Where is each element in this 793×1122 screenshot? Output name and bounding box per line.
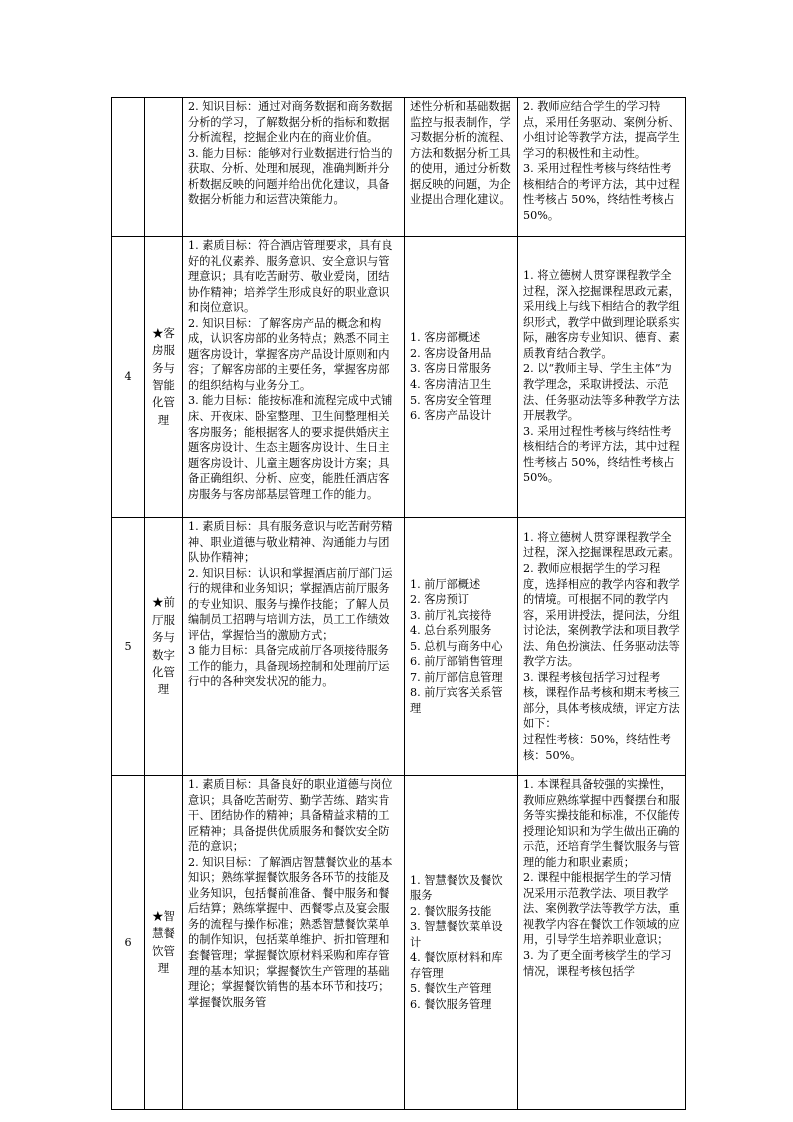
method-text: 1. 将立德树人贯穿课程教学全过程，深入挖掘课程思政元素。	[523, 530, 680, 560]
content-item: 6. 客房产品设计	[410, 409, 492, 423]
course-content	[405, 776, 518, 1110]
method-text: 3. 采用过程性考核与终结性考核相结合的考评方法，其中过程性考核占 50%，终结性考核占 50%。	[523, 162, 680, 222]
teaching-requirements	[518, 98, 686, 237]
course-goals	[183, 776, 405, 1110]
content-item: 3. 前厅礼宾接待	[410, 608, 492, 622]
goal-text: 1. 素质目标：具有服务意识与吃苦耐劳精神、职业道德与敬业精神、沟通能力与团队协作精神；	[188, 520, 393, 565]
goal-text: 3. 能力目标：能够对行业数据进行恰当的获取、分析、处理和展现，准确判断并分析数据反映的问题并给出优化建议，具备数据分析能力和运营决策能力。	[188, 146, 393, 207]
content-item: 3. 客房日常服务	[410, 362, 492, 376]
method-text: 1. 本课程具备较强的实操性，教师应熟练掌握中西餐摆台和服务等实操技能和标准，不仅能传授理论知识和为学生做出正确的示范，还培育学生餐饮服务与管理的能力和职业素质；	[523, 778, 680, 869]
table-row	[112, 98, 686, 237]
content-item: 2. 客房设备用品	[410, 346, 492, 360]
teaching-requirements	[518, 237, 686, 518]
course-goals	[183, 98, 405, 237]
course-goals	[183, 518, 405, 776]
row-number: 5	[112, 518, 145, 776]
content-item: 1. 客房部概述	[410, 331, 481, 345]
method-text: 2. 以“教师主导、学生主体”为教学理念，采取讲授法、示范法、任务驱动法等多种教学方法开展教学。	[523, 362, 680, 423]
teaching-requirements	[518, 518, 686, 776]
goal-text: 2. 知识目标：了解客房产品的概念和构成，认识客房部的业务特点；熟悉不同主题客房设计，掌握客房产品设计原则和内容；了解客房部的主要任务，掌握客房部的组织结构与业务分工。	[188, 316, 390, 392]
method-text: 2. 教师应根据学生的学习程度，选择相应的教学内容和教学的情境。可根据不同的教学内容，采用讲授法，提问法，分组讨论法，案例教学法和项目教学法、角色扮演法、任务驱动法等教学方法。	[523, 561, 680, 669]
goal-text: 2. 知识目标：了解酒店智慧餐饮业的基本知识；熟练掌握餐饮服务各环节的技能及业务知识，包括餐前准备、餐中服务和餐后结算；熟练掌握中、西餐零点及宴会服务的流程与操作标准；熟悉智慧餐饮菜单的制作知识，包括菜单维护、折扣管理和套餐管理；掌握餐饮原材料采购和库存管理的基本知识；掌握餐饮生产管理的基础理论；掌握餐饮销售的基本环节和技巧；掌握餐饮服务管	[188, 855, 393, 1009]
method-text: 3. 为了更全面考核学生的学习情况，课程考核包括学	[523, 949, 672, 978]
content-item: 6. 前厅部销售管理	[410, 655, 503, 669]
method-text: 过程性考核：50%，终结性考核：50%。	[523, 733, 671, 762]
teaching-requirements	[518, 776, 686, 1110]
method-text: 1. 将立德树人贯穿课程教学全过程，深入挖掘课程思政元素，采用线上与线下相结合的教学组织形式，教学中做到理论联系实际，融客房专业知识、德育、素质教育结合教学。	[523, 269, 680, 360]
goal-text: 1. 素质目标：符合酒店管理要求，具有良好的礼仪素养、服务意识、安全意识与管理意识；具有吃苦耐劳、敬业爱岗，团结协作精神；培养学生形成良好的职业意识和岗位意识。	[188, 239, 393, 315]
method-text: 3. 采用过程性考核与终结性考核相结合的考评方法，其中过程性考核占 50%，终结性考核占 50%。	[523, 424, 680, 485]
content-item: 7. 前厅部信息管理	[410, 670, 503, 684]
content-item: 8. 前厅宾客关系管理	[410, 686, 503, 715]
content-item: 1. 前厅部概述	[410, 577, 481, 591]
content-item: 1. 智慧餐饮及餐饮服务	[410, 873, 503, 903]
goal-text: 2. 知识目标：认识和掌握酒店前厅部门运行的规律和业务知识；掌握酒店前厅服务的专业知识、服务与操作技能；了解人员编制员工招聘与培训方法，员工工作绩效评估，掌握恰当的激励方式；	[188, 566, 393, 642]
table-row	[112, 237, 686, 518]
course-content	[405, 518, 518, 776]
course-name: ★智慧餐饮管理	[145, 776, 183, 1110]
method-text: 2. 教师应结合学生的学习特点，采用任务驱动、案例分析、小组讨论等教学方法，提高学生学习的积极性和主动性。	[523, 100, 680, 160]
content-item: 5. 总机与商务中心	[410, 639, 503, 653]
course-name	[145, 98, 183, 237]
course-content	[405, 237, 518, 518]
course-name: ★客房服务与智能化管理	[145, 237, 183, 518]
content-item: 5. 餐饮生产管理	[410, 982, 492, 996]
content-item: 4. 客房清洁卫生	[410, 378, 492, 391]
goal-text: 1. 素质目标：具备良好的职业道德与岗位意识；具备吃苦耐劳、勤学苦练、踏实肯干、团结协作的精神；具备精益求精的工匠精神；具备提供优质服务和餐饮安全防范的意识；	[188, 778, 393, 854]
course-goals	[183, 237, 405, 518]
content-item: 3. 智慧餐饮菜单设计	[410, 920, 503, 949]
method-text: 2. 课程中能根据学生的学习情况采用示范教学法、项目教学法、案例教学法等教学方法，重视教学内容在餐饮工作领域的应用，引导学生培养职业意识；	[523, 871, 680, 947]
table-row	[112, 776, 686, 1110]
table-row	[112, 518, 686, 776]
row-number: 4	[112, 237, 145, 518]
goal-text: 3 能力目标：具备完成前厅各项接待服务工作的能力，具备现场控制和处理前厅运行中的各种突发状况的能力。	[188, 644, 390, 689]
goal-text: 3. 能力目标：能按标准和流程完成中式铺床、开夜床、卧室整理、卫生间整理相关客房服务；能根据客人的要求提供婚庆主题客房设计、生态主题客房设计、生日主题客房设计、儿童主题客房设计方案；具备正确组织、分析、应变，能胜任酒店客房服务与客房部基层管理工作的能力。	[188, 394, 393, 501]
content-item: 4. 餐饮原材料和库存管理	[410, 951, 503, 980]
content-item: 2. 餐饮服务技能	[410, 904, 492, 918]
method-text: 3. 课程考核包括学习过程考核，课程作品考核和期末考核三部分，具体考核成绩，评定方法如下：	[523, 670, 680, 731]
content-item: 4. 总台系列服务	[410, 624, 492, 638]
course-content	[405, 98, 518, 237]
course-name: ★前厅服务与数字化管理	[145, 518, 183, 776]
content-item: 6. 餐饮服务管理	[410, 997, 492, 1011]
goal-text: 2. 知识目标：通过对商务数据和商务数据分析的学习，了解数据分析的指标和数据分析流程，挖掘企业内在的商业价值。	[188, 100, 393, 145]
content-item: 5. 客房安全管理	[410, 393, 492, 407]
row-number	[112, 98, 145, 237]
content-item: 2. 客房预订	[410, 593, 469, 607]
course-table	[111, 97, 686, 1110]
content-text: 述性分析和基础数据监控与报表制作，学习数据分析的流程、方法和数据分析工具的使用，通过分析数据反映的问题，为企业提出合理化建议。	[410, 100, 511, 207]
row-number: 6	[112, 776, 145, 1110]
